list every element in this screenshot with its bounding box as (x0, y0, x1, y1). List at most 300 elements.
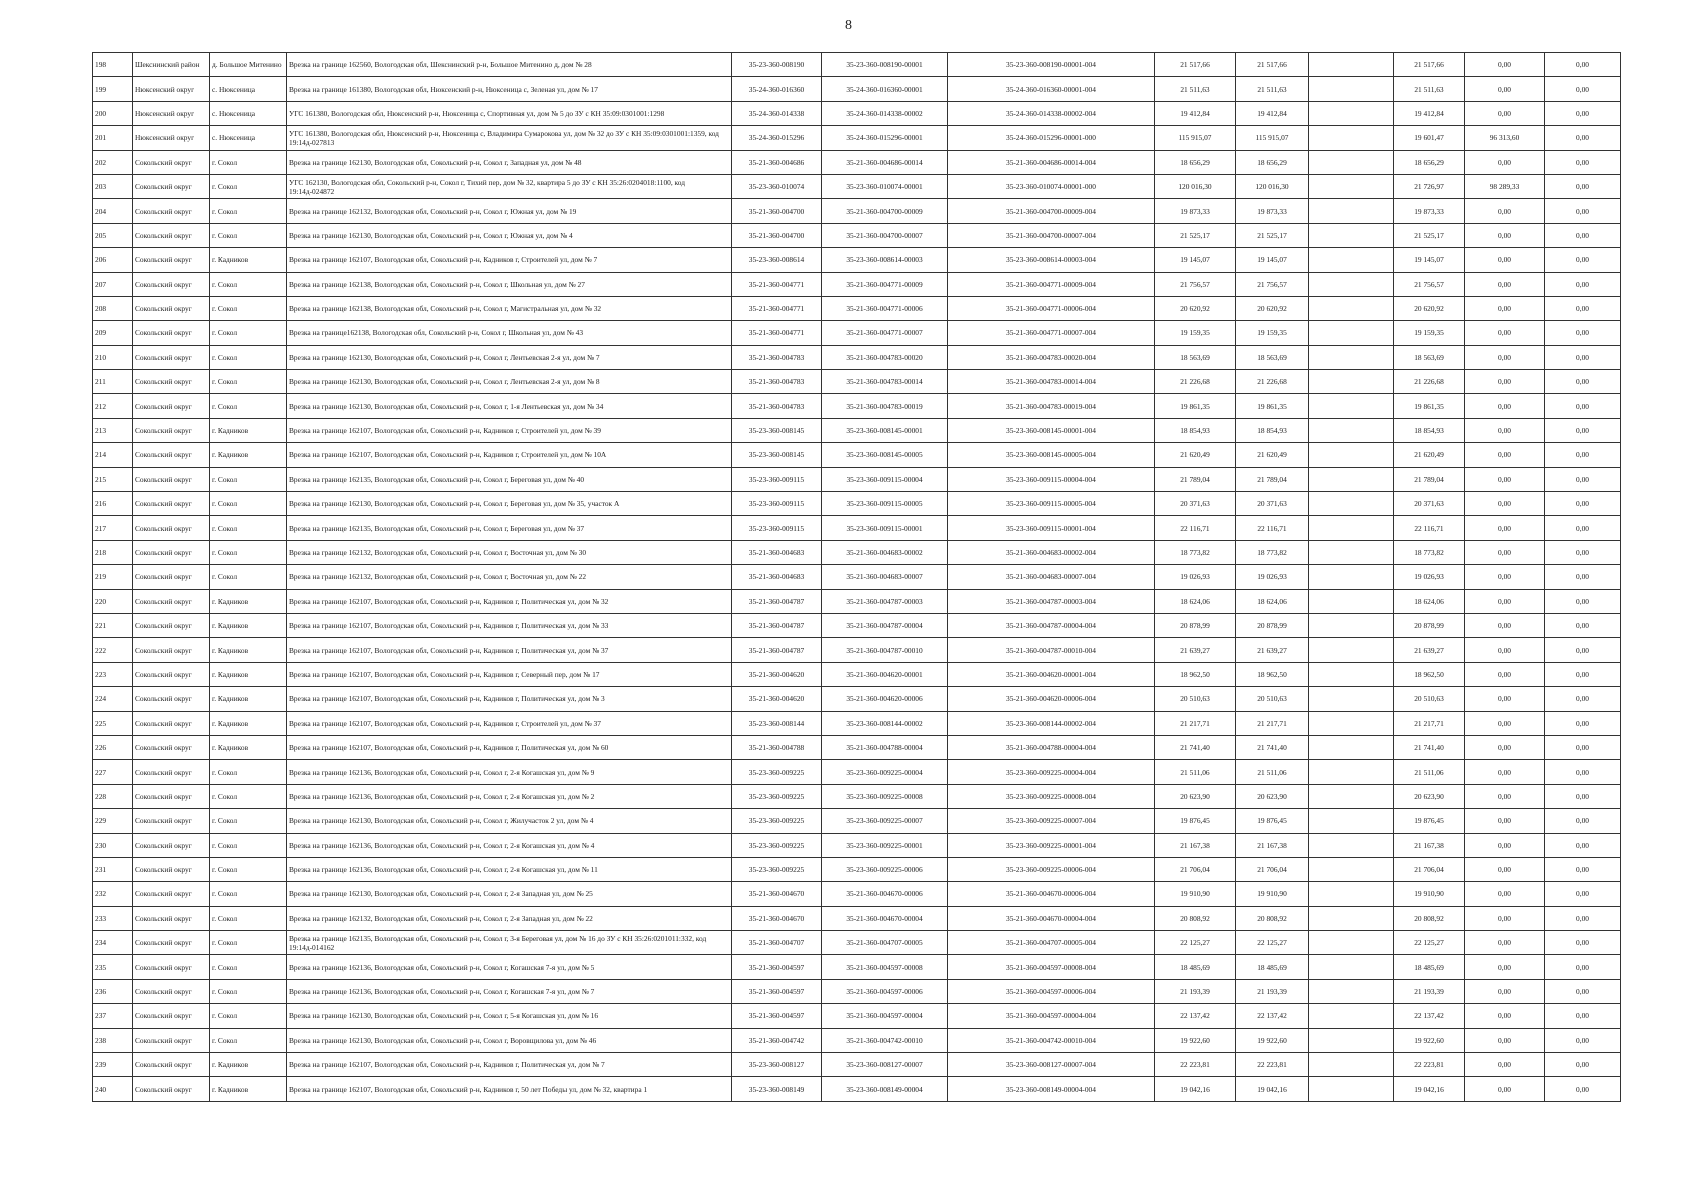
cell-element-code: 35-21-360-004597-00004-004 (948, 1004, 1155, 1028)
cell-cost-4: 22 137,42 (1394, 1004, 1465, 1028)
cell-settlement: г. Сокол (210, 516, 287, 540)
table-row (93, 272, 1621, 296)
cell-cost-4: 21 620,49 (1394, 443, 1465, 467)
cell-cost-6: 0,00 (1545, 174, 1621, 198)
cell-cost-2: 20 371,63 (1236, 492, 1309, 516)
cell-total-cost: 19 873,33 (1155, 199, 1236, 223)
cell-address: Врезка на границе 162107, Вологодская обл, Сокольский р-н, Кадников г, Северный пер, дом № 17 (287, 662, 732, 686)
cell-row-number: 204 (93, 199, 133, 223)
cell-address: Врезка на границе 162107, Вологодская обл, Сокольский р-н, Кадников г, Политическая ул, дом № 3 (287, 687, 732, 711)
cell-cost-6: 0,00 (1545, 711, 1621, 735)
cell-cost-2: 19 922,60 (1236, 1028, 1309, 1052)
cell-cost-2: 21 167,38 (1236, 833, 1309, 857)
cell-row-number: 206 (93, 248, 133, 272)
cell-cost-3-empty (1309, 687, 1394, 711)
cell-element-code: 35-23-360-009225-00004-004 (948, 760, 1155, 784)
cell-object-code: 35-23-360-008149 (732, 1077, 822, 1101)
cell-cost-6: 0,00 (1545, 833, 1621, 857)
cell-cost-6: 0,00 (1545, 955, 1621, 979)
cell-cost-2: 22 137,42 (1236, 1004, 1309, 1028)
cell-row-number: 202 (93, 150, 133, 174)
cell-address: Врезка на границе 162132, Вологодская обл, Сокольский р-н, Сокол г, 2-я Западная ул, дом № 22 (287, 906, 732, 930)
cell-cost-2: 22 116,71 (1236, 516, 1309, 540)
cell-cost-4: 19 876,45 (1394, 809, 1465, 833)
table-row (93, 418, 1621, 442)
cell-cost-4: 18 624,06 (1394, 589, 1465, 613)
cell-total-cost: 21 517,66 (1155, 53, 1236, 77)
cell-district: Сокольский округ (133, 784, 210, 808)
cell-element-code: 35-23-360-009225-00006-004 (948, 857, 1155, 881)
cell-sub-object-code: 35-23-360-009225-00006 (822, 857, 948, 881)
cell-row-number: 239 (93, 1053, 133, 1077)
cell-object-code: 35-23-360-009225 (732, 809, 822, 833)
cell-sub-object-code: 35-23-360-009115-00004 (822, 467, 948, 491)
cell-address: Врезка на границе 162138, Вологодская обл, Сокольский р-н, Сокол г, Магистральная ул, дом № 32 (287, 296, 732, 320)
cell-address: УГС 162130, Вологодская обл, Сокольский р-н, Сокол г, Тихий пер, дом № 32, квартира 5 до ЗУ с КН 35:26:0204018:1100, код 19:14д-024872 (287, 174, 732, 198)
cell-row-number: 201 (93, 126, 133, 150)
cell-settlement: г. Сокол (210, 833, 287, 857)
cell-cost-5: 0,00 (1465, 638, 1545, 662)
cell-cost-4: 21 511,06 (1394, 760, 1465, 784)
cell-district: Сокольский округ (133, 296, 210, 320)
cell-district: Сокольский округ (133, 638, 210, 662)
cell-object-code: 35-21-360-004670 (732, 906, 822, 930)
table-row (93, 638, 1621, 662)
cell-cost-2: 19 026,93 (1236, 565, 1309, 589)
cell-total-cost: 21 511,63 (1155, 77, 1236, 101)
cell-total-cost: 19 159,35 (1155, 321, 1236, 345)
cell-row-number: 228 (93, 784, 133, 808)
cell-element-code: 35-21-360-004783-00014-004 (948, 370, 1155, 394)
cell-total-cost: 18 563,69 (1155, 345, 1236, 369)
cell-address: Врезка на границе 162107, Вологодская обл, Сокольский р-н, Кадников г, Строителей ул, дом № 37 (287, 711, 732, 735)
cell-object-code: 35-21-360-004742 (732, 1028, 822, 1052)
cell-sub-object-code: 35-21-360-004683-00002 (822, 540, 948, 564)
cell-settlement: г. Сокол (210, 1028, 287, 1052)
cell-cost-6: 0,00 (1545, 516, 1621, 540)
cell-settlement: г. Сокол (210, 174, 287, 198)
table-row (93, 1004, 1621, 1028)
cell-cost-4: 21 756,57 (1394, 272, 1465, 296)
cell-element-code: 35-21-360-004670-00004-004 (948, 906, 1155, 930)
cell-district: Сокольский округ (133, 370, 210, 394)
cell-cost-4: 18 773,82 (1394, 540, 1465, 564)
cell-row-number: 203 (93, 174, 133, 198)
cell-row-number: 233 (93, 906, 133, 930)
cell-row-number: 229 (93, 809, 133, 833)
cell-cost-6: 0,00 (1545, 1077, 1621, 1101)
cell-cost-5: 0,00 (1465, 77, 1545, 101)
cell-cost-2: 18 563,69 (1236, 345, 1309, 369)
cell-sub-object-code: 35-23-360-009225-00007 (822, 809, 948, 833)
cell-cost-6: 0,00 (1545, 321, 1621, 345)
cell-cost-6: 0,00 (1545, 979, 1621, 1003)
cell-cost-2: 21 511,63 (1236, 77, 1309, 101)
cell-cost-2: 115 915,07 (1236, 126, 1309, 150)
cell-sub-object-code: 35-21-360-004787-00004 (822, 613, 948, 637)
cell-cost-2: 21 511,06 (1236, 760, 1309, 784)
cell-element-code: 35-24-360-015296-00001-000 (948, 126, 1155, 150)
cell-address: Врезка на границе 162135, Вологодская обл, Сокольский р-н, Сокол г, Береговая ул, дом № 37 (287, 516, 732, 540)
cell-cost-2: 21 217,71 (1236, 711, 1309, 735)
cell-total-cost: 19 922,60 (1155, 1028, 1236, 1052)
cell-cost-2: 22 125,27 (1236, 931, 1309, 955)
cell-address: Врезка на границе 162138, Вологодская обл, Сокольский р-н, Сокол г, Школьная ул, дом № 27 (287, 272, 732, 296)
cell-total-cost: 19 145,07 (1155, 248, 1236, 272)
cell-settlement: г. Сокол (210, 906, 287, 930)
cell-cost-2: 20 878,99 (1236, 613, 1309, 637)
cell-address: Врезка на границе 162135, Вологодская обл, Сокольский р-н, Сокол г, 3-я Береговая ул, дом № 16 до ЗУ с КН 35:26:0201011:332, код 19:14д-014162 (287, 931, 732, 955)
cell-cost-5: 0,00 (1465, 857, 1545, 881)
cell-district: Сокольский округ (133, 906, 210, 930)
cell-sub-object-code: 35-21-360-004783-00019 (822, 394, 948, 418)
cell-address: Врезка на границе 162132, Вологодская обл, Сокольский р-н, Сокол г, Южная ул, дом № 19 (287, 199, 732, 223)
cell-settlement: г. Сокол (210, 345, 287, 369)
cell-sub-object-code: 35-23-360-009115-00005 (822, 492, 948, 516)
cell-row-number: 207 (93, 272, 133, 296)
cell-total-cost: 21 167,38 (1155, 833, 1236, 857)
table-row (93, 223, 1621, 247)
cell-cost-4: 21 517,66 (1394, 53, 1465, 77)
cell-cost-4: 20 623,90 (1394, 784, 1465, 808)
registry-table (92, 52, 1621, 1102)
cell-settlement: г. Сокол (210, 321, 287, 345)
cell-district: Сокольский округ (133, 882, 210, 906)
cell-cost-3-empty (1309, 394, 1394, 418)
cell-cost-3-empty (1309, 1028, 1394, 1052)
cell-cost-5: 0,00 (1465, 345, 1545, 369)
table-row (93, 662, 1621, 686)
cell-cost-5: 0,00 (1465, 101, 1545, 125)
cell-settlement: г. Сокол (210, 370, 287, 394)
cell-row-number: 209 (93, 321, 133, 345)
cell-cost-5: 0,00 (1465, 296, 1545, 320)
cell-cost-6: 0,00 (1545, 101, 1621, 125)
cell-element-code: 35-24-360-016360-00001-004 (948, 77, 1155, 101)
cell-district: Сокольский округ (133, 321, 210, 345)
cell-address: Врезка на границе 162136, Вологодская обл, Сокольский р-н, Сокол г, 2-я Когашская ул, дом № 4 (287, 833, 732, 857)
cell-cost-3-empty (1309, 565, 1394, 589)
cell-element-code: 35-21-360-004787-00010-004 (948, 638, 1155, 662)
cell-object-code: 35-21-360-004707 (732, 931, 822, 955)
cell-cost-5: 0,00 (1465, 199, 1545, 223)
cell-row-number: 226 (93, 735, 133, 759)
cell-cost-4: 21 789,04 (1394, 467, 1465, 491)
cell-settlement: г. Сокол (210, 565, 287, 589)
cell-object-code: 35-21-360-004787 (732, 638, 822, 662)
cell-address: Врезка на границе 162107, Вологодская обл, Сокольский р-н, Кадников г, 50 лет Победы ул, дом № 32, квартира 1 (287, 1077, 732, 1101)
cell-object-code: 35-23-360-009225 (732, 784, 822, 808)
cell-total-cost: 22 137,42 (1155, 1004, 1236, 1028)
cell-sub-object-code: 35-23-360-008145-00001 (822, 418, 948, 442)
cell-cost-6: 0,00 (1545, 565, 1621, 589)
cell-settlement: г. Кадников (210, 638, 287, 662)
table-row (93, 516, 1621, 540)
cell-cost-2: 19 159,35 (1236, 321, 1309, 345)
table-row (93, 735, 1621, 759)
cell-cost-4: 21 639,27 (1394, 638, 1465, 662)
cell-total-cost: 21 756,57 (1155, 272, 1236, 296)
cell-object-code: 35-23-360-009115 (732, 516, 822, 540)
cell-cost-5: 0,00 (1465, 784, 1545, 808)
cell-district: Сокольский округ (133, 1004, 210, 1028)
cell-object-code: 35-21-360-004670 (732, 882, 822, 906)
cell-cost-2: 21 517,66 (1236, 53, 1309, 77)
table-row (93, 784, 1621, 808)
cell-district: Сокольский округ (133, 223, 210, 247)
cell-district: Сокольский округ (133, 565, 210, 589)
cell-total-cost: 19 876,45 (1155, 809, 1236, 833)
cell-address: Врезка на границе 162130, Вологодская обл, Сокольский р-н, Сокол г, 1-я Лентьевская ул, дом № 34 (287, 394, 732, 418)
table-row (93, 1053, 1621, 1077)
cell-object-code: 35-21-360-004597 (732, 955, 822, 979)
cell-cost-4: 21 217,71 (1394, 711, 1465, 735)
cell-address: Врезка на границе 162107, Вологодская обл, Сокольский р-н, Кадников г, Политическая ул, дом № 37 (287, 638, 732, 662)
cell-cost-6: 0,00 (1545, 857, 1621, 881)
cell-cost-2: 21 789,04 (1236, 467, 1309, 491)
page-number: 8 (845, 18, 852, 33)
cell-object-code: 35-21-360-004787 (732, 589, 822, 613)
cell-element-code: 35-23-360-008127-00007-004 (948, 1053, 1155, 1077)
cell-settlement: г. Кадников (210, 711, 287, 735)
cell-object-code: 35-21-360-004783 (732, 370, 822, 394)
cell-district: Шекснинский район (133, 53, 210, 77)
cell-settlement: г. Сокол (210, 199, 287, 223)
cell-cost-3-empty (1309, 711, 1394, 735)
cell-address: Врезка на границе 162132, Вологодская обл, Сокольский р-н, Сокол г, Восточная ул, дом № 22 (287, 565, 732, 589)
cell-cost-6: 0,00 (1545, 370, 1621, 394)
cell-address: Врезка на границе 161380, Вологодская обл, Нюксенский р-н, Нюксеница с, Зеленая ул, дом № 17 (287, 77, 732, 101)
cell-address: Врезка на границе 162130, Вологодская обл, Сокольский р-н, Сокол г, Береговая ул, дом № 35, участок А (287, 492, 732, 516)
cell-address: Врезка на границе 162130, Вологодская обл, Сокольский р-н, Сокол г, Лентьевская 2-я ул, дом № 7 (287, 345, 732, 369)
cell-total-cost: 20 510,63 (1155, 687, 1236, 711)
cell-address: Врезка на границе 162130, Вологодская обл, Сокольский р-н, Сокол г, Южная ул, дом № 4 (287, 223, 732, 247)
cell-element-code: 35-21-360-004700-00009-004 (948, 199, 1155, 223)
cell-total-cost: 21 620,49 (1155, 443, 1236, 467)
cell-cost-6: 0,00 (1545, 735, 1621, 759)
cell-settlement: г. Сокол (210, 296, 287, 320)
cell-cost-4: 18 563,69 (1394, 345, 1465, 369)
cell-cost-2: 18 773,82 (1236, 540, 1309, 564)
cell-district: Нюксенский округ (133, 101, 210, 125)
cell-cost-3-empty (1309, 272, 1394, 296)
cell-cost-5: 0,00 (1465, 150, 1545, 174)
cell-cost-2: 19 145,07 (1236, 248, 1309, 272)
cell-row-number: 238 (93, 1028, 133, 1052)
cell-object-code: 35-21-360-004771 (732, 272, 822, 296)
cell-cost-2: 19 861,35 (1236, 394, 1309, 418)
cell-total-cost: 22 116,71 (1155, 516, 1236, 540)
table-row (93, 174, 1621, 198)
cell-cost-3-empty (1309, 321, 1394, 345)
cell-cost-3-empty (1309, 77, 1394, 101)
cell-district: Сокольский округ (133, 931, 210, 955)
cell-total-cost: 18 854,93 (1155, 418, 1236, 442)
cell-element-code: 35-23-360-009115-00005-004 (948, 492, 1155, 516)
cell-row-number: 200 (93, 101, 133, 125)
cell-settlement: г. Кадников (210, 662, 287, 686)
cell-cost-2: 19 042,16 (1236, 1077, 1309, 1101)
table-row (93, 53, 1621, 77)
cell-sub-object-code: 35-21-360-004783-00014 (822, 370, 948, 394)
cell-row-number: 220 (93, 589, 133, 613)
cell-cost-2: 20 620,92 (1236, 296, 1309, 320)
cell-address: Врезка на границе 162136, Вологодская обл, Сокольский р-н, Сокол г, 2-я Когашская ул, дом № 2 (287, 784, 732, 808)
cell-district: Сокольский округ (133, 199, 210, 223)
cell-district: Сокольский округ (133, 174, 210, 198)
cell-cost-4: 22 125,27 (1394, 931, 1465, 955)
cell-element-code: 35-23-360-009225-00001-004 (948, 833, 1155, 857)
cell-cost-4: 19 601,47 (1394, 126, 1465, 150)
cell-cost-3-empty (1309, 223, 1394, 247)
cell-cost-6: 0,00 (1545, 126, 1621, 150)
cell-address: Врезка на границе 162130, Вологодская обл, Сокольский р-н, Сокол г, Западная ул, дом № 48 (287, 150, 732, 174)
cell-element-code: 35-21-360-004787-00003-004 (948, 589, 1155, 613)
cell-cost-6: 0,00 (1545, 443, 1621, 467)
cell-cost-4: 20 878,99 (1394, 613, 1465, 637)
cell-element-code: 35-23-360-008145-00001-004 (948, 418, 1155, 442)
table-row (93, 589, 1621, 613)
cell-cost-3-empty (1309, 53, 1394, 77)
cell-sub-object-code: 35-24-360-015296-00001 (822, 126, 948, 150)
cell-cost-3-empty (1309, 882, 1394, 906)
cell-object-code: 35-21-360-004788 (732, 735, 822, 759)
cell-row-number: 217 (93, 516, 133, 540)
table-row (93, 443, 1621, 467)
cell-district: Нюксенский округ (133, 77, 210, 101)
cell-sub-object-code: 35-21-360-004597-00006 (822, 979, 948, 1003)
cell-address: Врезка на границе 162107, Вологодская обл, Сокольский р-н, Кадников г, Строителей ул, дом № 10А (287, 443, 732, 467)
cell-sub-object-code: 35-21-360-004670-00006 (822, 882, 948, 906)
cell-cost-3-empty (1309, 248, 1394, 272)
cell-cost-5: 0,00 (1465, 540, 1545, 564)
cell-cost-3-empty (1309, 101, 1394, 125)
cell-total-cost: 20 623,90 (1155, 784, 1236, 808)
cell-sub-object-code: 35-24-360-014338-00002 (822, 101, 948, 125)
cell-cost-4: 18 962,50 (1394, 662, 1465, 686)
cell-address: Врезка на границе 162130, Вологодская обл, Сокольский р-н, Сокол г, 5-я Когашская ул, дом № 16 (287, 1004, 732, 1028)
cell-district: Сокольский округ (133, 589, 210, 613)
cell-cost-3-empty (1309, 418, 1394, 442)
cell-cost-3-empty (1309, 589, 1394, 613)
cell-district: Сокольский округ (133, 662, 210, 686)
cell-cost-5: 96 313,60 (1465, 126, 1545, 150)
cell-cost-5: 0,00 (1465, 931, 1545, 955)
cell-element-code: 35-21-360-004788-00004-004 (948, 735, 1155, 759)
cell-cost-5: 0,00 (1465, 735, 1545, 759)
cell-cost-2: 18 962,50 (1236, 662, 1309, 686)
cell-settlement: г. Сокол (210, 467, 287, 491)
cell-element-code: 35-21-360-004620-00006-004 (948, 687, 1155, 711)
cell-object-code: 35-21-360-004597 (732, 1004, 822, 1028)
cell-cost-4: 21 167,38 (1394, 833, 1465, 857)
cell-address: Врезка на границе 162107, Вологодская обл, Сокольский р-н, Кадников г, Строителей ул, дом № 7 (287, 248, 732, 272)
table-row (93, 565, 1621, 589)
cell-cost-5: 0,00 (1465, 418, 1545, 442)
table-row (93, 833, 1621, 857)
cell-cost-3-empty (1309, 638, 1394, 662)
cell-district: Сокольский округ (133, 809, 210, 833)
table-row (93, 540, 1621, 564)
cell-row-number: 221 (93, 613, 133, 637)
cell-row-number: 227 (93, 760, 133, 784)
cell-cost-5: 0,00 (1465, 248, 1545, 272)
cell-cost-6: 0,00 (1545, 809, 1621, 833)
cell-cost-6: 0,00 (1545, 150, 1621, 174)
cell-sub-object-code: 35-23-360-008145-00005 (822, 443, 948, 467)
cell-settlement: г. Сокол (210, 272, 287, 296)
cell-object-code: 35-24-360-016360 (732, 77, 822, 101)
cell-object-code: 35-21-360-004771 (732, 321, 822, 345)
cell-element-code: 35-21-360-004597-00008-004 (948, 955, 1155, 979)
cell-element-code: 35-21-360-004783-00020-004 (948, 345, 1155, 369)
cell-row-number: 218 (93, 540, 133, 564)
cell-cost-6: 0,00 (1545, 77, 1621, 101)
table-row (93, 370, 1621, 394)
cell-settlement: г. Кадников (210, 687, 287, 711)
cell-settlement: г. Кадников (210, 443, 287, 467)
cell-cost-4: 21 511,63 (1394, 77, 1465, 101)
cell-cost-5: 0,00 (1465, 979, 1545, 1003)
cell-row-number: 205 (93, 223, 133, 247)
cell-cost-5: 0,00 (1465, 467, 1545, 491)
cell-sub-object-code: 35-21-360-004787-00003 (822, 589, 948, 613)
cell-sub-object-code: 35-21-360-004670-00004 (822, 906, 948, 930)
cell-element-code: 35-21-360-004783-00019-004 (948, 394, 1155, 418)
cell-settlement: г. Сокол (210, 540, 287, 564)
cell-cost-2: 18 854,93 (1236, 418, 1309, 442)
cell-cost-5: 0,00 (1465, 1028, 1545, 1052)
cell-cost-5: 0,00 (1465, 833, 1545, 857)
cell-object-code: 35-21-360-004787 (732, 613, 822, 637)
cell-cost-3-empty (1309, 833, 1394, 857)
cell-cost-3-empty (1309, 760, 1394, 784)
cell-cost-2: 21 741,40 (1236, 735, 1309, 759)
table-row (93, 126, 1621, 150)
cell-cost-6: 0,00 (1545, 540, 1621, 564)
cell-total-cost: 20 620,92 (1155, 296, 1236, 320)
cell-cost-5: 0,00 (1465, 394, 1545, 418)
cell-row-number: 234 (93, 931, 133, 955)
cell-district: Сокольский округ (133, 248, 210, 272)
table-row (93, 906, 1621, 930)
cell-cost-6: 0,00 (1545, 248, 1621, 272)
cell-sub-object-code: 35-23-360-008144-00002 (822, 711, 948, 735)
cell-element-code: 35-21-360-004683-00007-004 (948, 565, 1155, 589)
cell-cost-4: 21 525,17 (1394, 223, 1465, 247)
cell-sub-object-code: 35-23-360-008127-00007 (822, 1053, 948, 1077)
cell-total-cost: 20 808,92 (1155, 906, 1236, 930)
cell-sub-object-code: 35-23-360-008190-00001 (822, 53, 948, 77)
cell-district: Сокольский округ (133, 955, 210, 979)
table-row (93, 760, 1621, 784)
cell-element-code: 35-23-360-008614-00003-004 (948, 248, 1155, 272)
cell-district: Сокольский округ (133, 443, 210, 467)
cell-address: Врезка на границе 162107, Вологодская обл, Сокольский р-н, Кадников г, Политическая ул, дом № 7 (287, 1053, 732, 1077)
cell-total-cost: 21 639,27 (1155, 638, 1236, 662)
cell-district: Сокольский округ (133, 760, 210, 784)
cell-cost-6: 0,00 (1545, 882, 1621, 906)
cell-object-code: 35-23-360-009225 (732, 857, 822, 881)
cell-cost-4: 19 861,35 (1394, 394, 1465, 418)
cell-total-cost: 18 962,50 (1155, 662, 1236, 686)
cell-cost-4: 19 873,33 (1394, 199, 1465, 223)
cell-district: Сокольский округ (133, 857, 210, 881)
cell-element-code: 35-23-360-008149-00004-004 (948, 1077, 1155, 1101)
cell-settlement: г. Сокол (210, 223, 287, 247)
cell-row-number: 216 (93, 492, 133, 516)
cell-element-code: 35-23-360-008144-00002-004 (948, 711, 1155, 735)
